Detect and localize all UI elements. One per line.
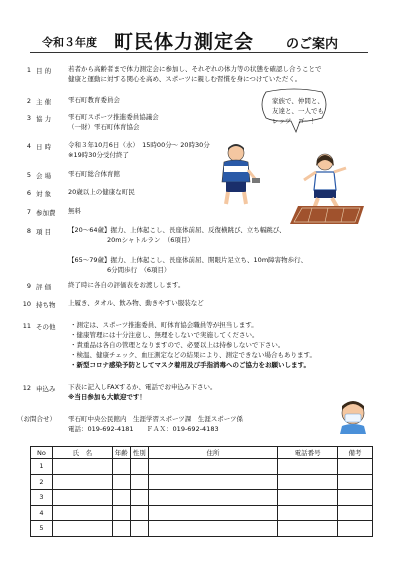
section-5-num: 5: [26, 171, 31, 179]
section-9-num: 9: [26, 282, 31, 290]
col-header-address: 住所: [148, 447, 278, 459]
section-2-label: 主 催: [36, 98, 52, 106]
section-10-label: 持ち物: [36, 301, 56, 309]
section-1-num: 1: [26, 66, 31, 74]
section-4-label: 日 時: [36, 143, 52, 151]
section-2-body: 雫石町教育委員会: [68, 96, 120, 104]
notes-cell[interactable]: [338, 521, 373, 537]
address-cell[interactable]: [148, 490, 278, 506]
age-cell[interactable]: [112, 474, 130, 490]
table-row: [31, 459, 373, 475]
section-8-body: 【20～64歳】握力、上体起こし、長座体前屈、反復横跳び、立ち幅跳び、 20mシャトルラン （6項目） 【65～79歳】握力、上体起こし、長座体前屈、開眼片足立ち、10m障害物歩行、 6分間歩行 （6項目）: [68, 226, 308, 274]
section-3-label: 協 力: [36, 115, 52, 123]
row-number: 4: [31, 505, 53, 521]
age-cell[interactable]: [112, 521, 130, 537]
name-cell[interactable]: [52, 505, 112, 521]
section-9-body: 終了時に各自の評価表をお渡しします。: [68, 281, 185, 289]
name-cell[interactable]: [52, 521, 112, 537]
section-6-body: 20歳以上の健康な町民: [68, 188, 135, 196]
name-cell[interactable]: [52, 459, 112, 475]
col-header-age: 年齢: [112, 447, 130, 459]
phone-cell[interactable]: [278, 459, 338, 475]
phone-cell[interactable]: [278, 505, 338, 521]
table-row: [31, 490, 373, 506]
notes-cell[interactable]: [338, 505, 373, 521]
notes-cell[interactable]: [338, 490, 373, 506]
section-4-body: 令和３年10月6日（水） 15時00分～ 20時30分 ※19時30分受付終了: [68, 141, 210, 159]
section-8-label: 項 目: [36, 228, 52, 236]
col-header-no: No: [31, 447, 53, 459]
notes-cell[interactable]: [338, 459, 373, 475]
notes-cell[interactable]: [338, 474, 373, 490]
section-11-num: 11: [22, 322, 31, 330]
contact-label: （お問合せ）: [17, 415, 56, 423]
title-suffix: のご案内: [286, 37, 339, 52]
table-header-row: [31, 447, 373, 459]
col-header-name: 氏 名: [52, 447, 112, 459]
table-row: [31, 521, 373, 537]
section-11-label: その他: [36, 323, 56, 331]
col-header-notes: 備考: [338, 447, 373, 459]
address-cell[interactable]: [148, 505, 278, 521]
col-header-sex: 性別: [130, 447, 148, 459]
application-table: [30, 446, 373, 537]
sex-cell[interactable]: [130, 505, 148, 521]
sex-cell[interactable]: [130, 459, 148, 475]
section-9-label: 評 価: [36, 283, 52, 291]
age-cell[interactable]: [112, 505, 130, 521]
contact-info: 雫石町中央公民館内 生涯学習スポーツ課 生涯スポーツ係 電話：019-692-4181 ＦＡＸ：019-692-4183: [68, 415, 243, 433]
name-cell[interactable]: [52, 474, 112, 490]
section-8-num: 8: [26, 227, 31, 235]
row-number: 2: [31, 474, 53, 490]
masked-person-illustration: [336, 398, 370, 434]
section-3-body: 雫石町スポーツ推進委員協議会 （一財）雫石町体育協会: [68, 113, 159, 131]
age-cell[interactable]: [112, 490, 130, 506]
address-cell[interactable]: [148, 474, 278, 490]
section-1-label: 目 的: [36, 67, 52, 75]
section-10-num: 10: [22, 300, 31, 308]
table-row: [31, 474, 373, 490]
age-cell[interactable]: [112, 459, 130, 475]
section-12-num: 12: [22, 384, 31, 392]
title-underline: [30, 52, 368, 53]
sex-cell[interactable]: [130, 474, 148, 490]
phone-cell[interactable]: [278, 474, 338, 490]
phone-cell[interactable]: [278, 521, 338, 537]
section-5-body: 雫石町総合体育館: [68, 170, 120, 178]
name-cell[interactable]: [52, 490, 112, 506]
address-cell[interactable]: [148, 521, 278, 537]
exercising-man-illustration: [210, 140, 262, 210]
section-5-label: 会 場: [36, 172, 52, 180]
section-4-num: 4: [26, 142, 31, 150]
section-3-num: 3: [26, 114, 31, 122]
section-7-num: 7: [26, 208, 31, 216]
row-number: 1: [31, 459, 53, 475]
section-10-body: 上履き、タオル、飲み物、動きやすい服装など: [68, 299, 204, 307]
section-7-label: 参加費: [36, 209, 56, 217]
address-cell[interactable]: [148, 459, 278, 475]
year-label: 令和３年度: [42, 36, 97, 49]
sex-cell[interactable]: [130, 490, 148, 506]
bubble-text: 家族で、仲間と、 友達と、一人でも レッツ ゴー！: [272, 97, 324, 125]
measurement-mat-illustration: [288, 204, 368, 226]
section-6-num: 6: [26, 189, 31, 197]
section-7-body: 無料: [68, 207, 81, 215]
section-6-label: 対 象: [36, 190, 52, 198]
section-12-label: 申込み: [36, 385, 56, 393]
sex-cell[interactable]: [130, 521, 148, 537]
row-number: 3: [31, 490, 53, 506]
table-row: [31, 505, 373, 521]
page-title: 町民体力測定会: [114, 31, 255, 53]
section-1-body: 若者から高齢者まで体力測定会に参加し、それぞれの体力等の状態を確認し合うことで 健康と運動に対する関心を高め、スポーツに親しむ習慣を身につけていただく。: [68, 65, 322, 83]
col-header-phone: 電話番号: [278, 447, 338, 459]
row-number: 5: [31, 521, 53, 537]
section-11-body: ・測定は、スポーツ推進委員、町体育協会職員等が担当します。 ・健康管理には十分注意し、無理をしないで実施してください。 ・貴重品は各自の管理となりますので、必要以上は持参しないで下さい。 ・検温、健康チェック、血圧測定などの結果により、測定できない場合もあります。 ・新型コロナ感染予防としてマスク着用及び手指消毒へのご協力をお願いします。: [70, 321, 317, 369]
section-12-body: 下表に記入しFAXするか、電話でお申込み下さい。 ※当日参加も大歓迎です！: [68, 383, 217, 401]
section-2-num: 2: [26, 97, 31, 105]
phone-cell[interactable]: [278, 490, 338, 506]
